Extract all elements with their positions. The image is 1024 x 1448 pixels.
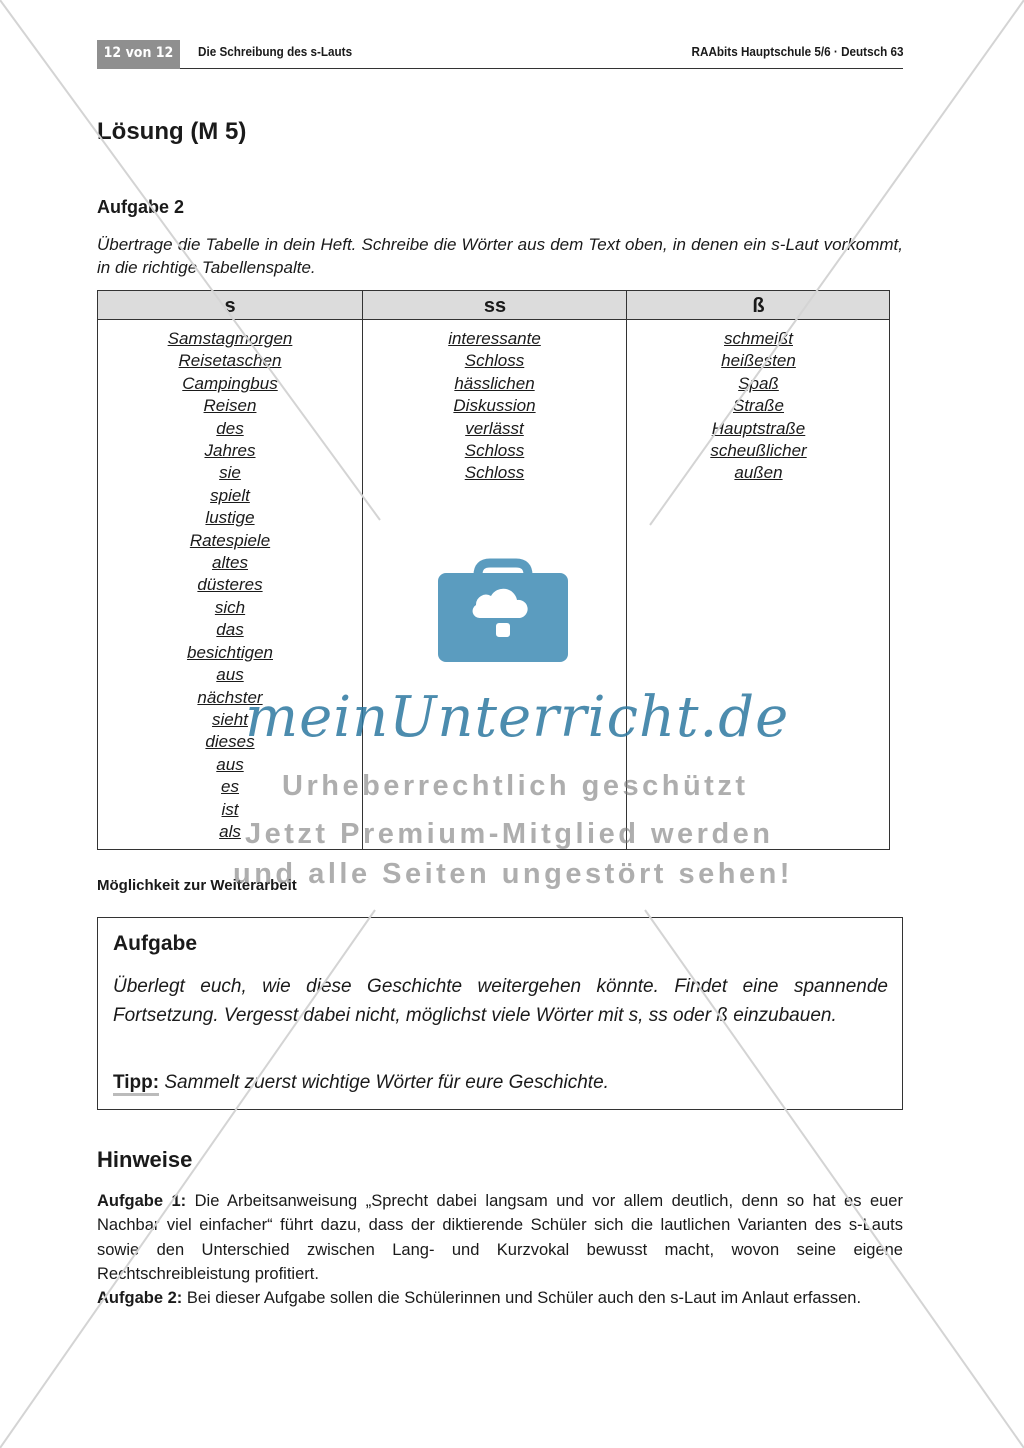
header-series: RAAbits Hauptschule 5/6 · Deutsch 63 <box>691 44 903 59</box>
table-word: aus <box>216 754 244 774</box>
table-word: sich <box>214 597 246 617</box>
page-number-badge: 12 von 12 <box>97 40 180 69</box>
note-aufgabe-1 <box>97 1189 903 1286</box>
word-table <box>97 290 890 850</box>
tip-line <box>113 1070 609 1096</box>
table-word: besichtigen <box>186 642 273 662</box>
table-word: heißesten <box>721 351 796 371</box>
table-word: Reisen <box>203 396 257 416</box>
table-word: sie <box>219 463 241 483</box>
table-word: hässlichen <box>454 373 535 393</box>
watermark-premium: Jetzt Premium-Mitglied werden <box>245 818 774 850</box>
watermark-brand: meinUnterricht.de <box>245 685 790 750</box>
tip-label: Tipp: <box>113 1072 159 1096</box>
header-rule <box>180 68 903 69</box>
table-word: scheußlicher <box>710 441 807 461</box>
table-word: Schloss <box>464 463 525 483</box>
table-word: spielt <box>210 485 250 505</box>
tip-text: Sammelt zuerst wichtige Wörter für eure Geschichte. <box>164 1072 609 1093</box>
table-word: Schloss <box>464 351 525 371</box>
page-title: Lösung (M 5) <box>97 118 247 145</box>
further-work-heading: Möglichkeit zur Weiterarbeit <box>97 877 297 894</box>
column-ss-words <box>363 328 626 485</box>
table-word: Jahres <box>204 441 256 461</box>
table-word: lustige <box>205 508 255 528</box>
table-word: ist <box>221 799 239 819</box>
table-word: Campingbus <box>182 373 278 393</box>
note-2-label: Aufgabe 2: <box>97 1289 183 1308</box>
table-word: Hauptstraße <box>711 418 806 438</box>
box-text: Überlegt euch, wie diese Geschichte weitergehen könnte. Findet eine spannende Fortsetzung. Vergesst dabei nicht, möglichst viele Wörter mit s, ss oder ß einzubauen. <box>113 976 888 1026</box>
note-2-text: Bei dieser Aufgabe sollen die Schülerinnen und Schüler auch den s-Laut im Anlaut erfassen. <box>186 1289 862 1308</box>
column-sz-words <box>627 328 890 485</box>
table-word: Schloss <box>464 441 525 461</box>
watermark-view-pages: und alle Seiten ungestört sehen! <box>233 858 793 890</box>
column-header-s: s <box>224 295 236 317</box>
table-word: Samstagmorgen <box>167 329 293 348</box>
table-word: schmeißt <box>724 329 793 348</box>
table-word: interessante <box>448 329 541 348</box>
table-word: verlässt <box>465 418 524 438</box>
task-title: Aufgabe 2 <box>97 197 185 217</box>
table-word: Reisetaschen <box>178 351 282 371</box>
table-word: aus <box>216 665 244 685</box>
table-word: des <box>216 418 244 438</box>
note-1-label: Aufgabe 1: <box>97 1192 187 1210</box>
table-word: als <box>219 821 241 841</box>
notes-body <box>97 1189 903 1310</box>
column-s-words <box>98 328 362 843</box>
table-word: düsteres <box>197 575 263 595</box>
table-word: Straße <box>732 396 785 416</box>
table-word: Ratespiele <box>189 530 271 550</box>
table-word: Spaß <box>738 373 779 393</box>
notes-heading: Hinweise <box>97 1147 193 1172</box>
task-box <box>97 917 903 1110</box>
table-word: außen <box>734 463 783 483</box>
column-header-sz: ß <box>752 295 765 317</box>
table-word: es <box>221 777 239 797</box>
table-word: dieses <box>205 732 255 752</box>
table-word: nächster <box>197 687 263 707</box>
note-aufgabe-2 <box>97 1286 903 1310</box>
table-word: das <box>216 620 244 640</box>
table-word: Diskussion <box>453 396 536 416</box>
note-1-text: Die Arbeitsanweisung „Sprecht dabei langsam und vor allem deutlich, denn so hat es euer Nachbar viel einfacher“ führt dazu, dass der diktierende Schüler sich die lautlichen Varianten des s-Lauts sowie den Unterschied zwischen Lang- und Kurzvokal bewusst macht, wovon seine eigene Rechtschreibleistung profitiert. <box>97 1192 903 1283</box>
table-word: sieht <box>212 709 248 729</box>
header-title: Die Schreibung des s-Lauts <box>198 44 353 59</box>
watermark-copyright: Urheberrechtlich geschützt <box>282 770 749 802</box>
box-title: Aufgabe <box>113 932 197 955</box>
column-header-ss: ss <box>483 295 507 317</box>
table-word: altes <box>212 553 248 573</box>
task-instruction: Übertrage die Tabelle in dein Heft. Schreibe die Wörter aus dem Text oben, in denen ein s-Laut vorkommt, in die richtige Tabellenspalte. <box>97 235 903 277</box>
page-header <box>97 40 903 69</box>
